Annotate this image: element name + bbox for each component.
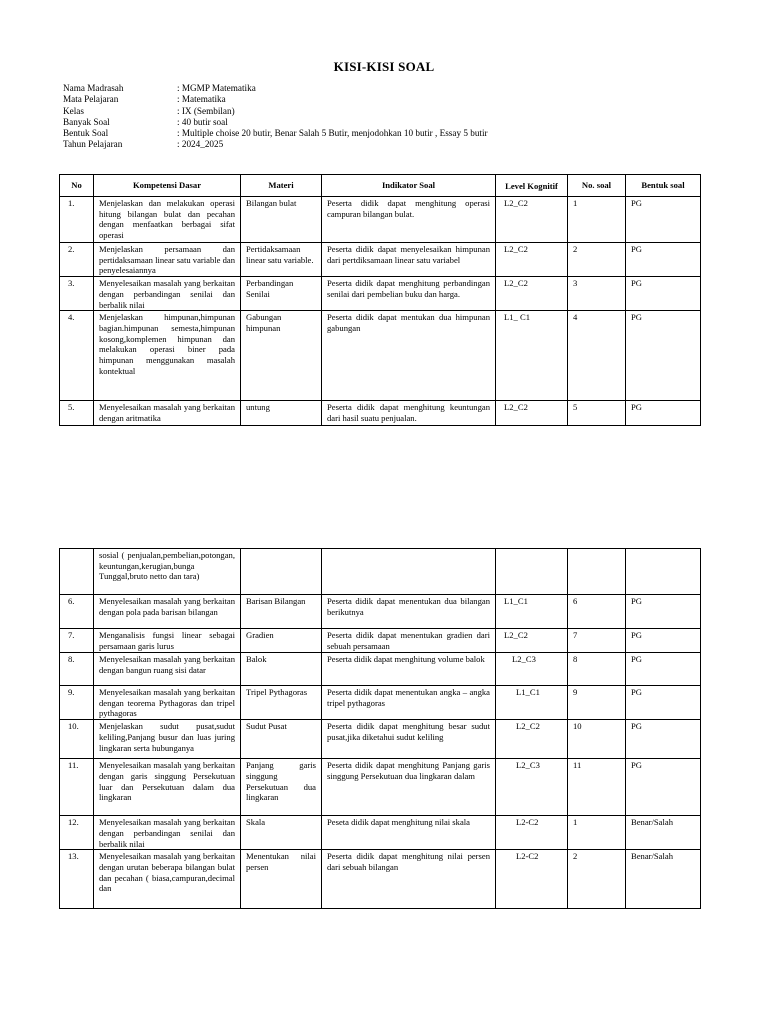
table-row — [60, 401, 701, 426]
cell-no: 3. — [60, 277, 94, 311]
cell-level: L2_C3 — [496, 759, 568, 816]
cell-indikator: Peserta didik dapat menentukan gradien dari sebuah persamaan — [322, 629, 496, 653]
meta-label: Banyak Soal — [63, 116, 110, 127]
meta-label: Kelas — [63, 105, 84, 116]
table-row — [60, 197, 701, 243]
cell-no-soal: 2 — [568, 243, 626, 277]
cell-kompetensi-dasar: Menyelesaikan masalah yang berkaitan dengan pola pada barisan bilangan — [94, 595, 241, 629]
meta-value: : MGMP Matematika — [177, 83, 256, 93]
cell-kompetensi-dasar: Menyelesaikan masalah yang berkaitan dengan aritmatika — [94, 401, 241, 426]
cell-bentuk: PG — [626, 653, 701, 686]
cell-materi: Sudut Pusat — [241, 720, 322, 759]
cell-materi: Bilangan bulat — [241, 197, 322, 243]
cell-kompetensi-dasar: Menyelesaikan masalah yang berkaitan dengan perbandingan senilai dan berbalik nilai — [94, 816, 241, 850]
meta-label: Bentuk Soal — [63, 128, 109, 139]
meta-row — [63, 117, 488, 128]
cell-no-soal: 1 — [568, 197, 626, 243]
table-row — [60, 816, 701, 850]
cell-no: 8. — [60, 653, 94, 686]
cell-level: L2-C2 — [496, 816, 568, 850]
cell-no: 5. — [60, 401, 94, 426]
meta-value: : IX (Sembilan) — [177, 105, 235, 116]
meta-label: Mata Pelajaran — [63, 94, 119, 105]
table-row — [60, 653, 701, 686]
cell-no: 9. — [60, 686, 94, 720]
meta-value: : 2024_2025 — [177, 139, 224, 150]
cell-level: L2-C2 — [496, 850, 568, 909]
cell-no: 10. — [60, 720, 94, 759]
cell-indikator: Peserta didik dapat menghitung keuntungan dari hasil suatu penjualan. — [322, 401, 496, 426]
meta-row — [63, 94, 488, 105]
meta-label: Tahun Pelajaran — [63, 139, 123, 150]
cell-no-soal: 9 — [568, 686, 626, 720]
cell-materi: Barisan Bilangan — [241, 595, 322, 629]
cell-no: 1. — [60, 197, 94, 243]
meta-value: : Multiple choise 20 butir, Benar Salah 5 Butir, menjodohkan 10 butir , Essay 5 butir — [177, 128, 488, 139]
cell-materi: Panjang garis singgung Persekutuan dua lingkaran — [241, 759, 322, 816]
cell-no-soal: 2 — [568, 850, 626, 909]
cell-no-soal: 10 — [568, 720, 626, 759]
cell-level: L2_C2 — [496, 277, 568, 311]
table-row — [60, 720, 701, 759]
cell-no: 11. — [60, 759, 94, 816]
cell-bentuk: PG — [626, 197, 701, 243]
cell-no-soal: 5 — [568, 401, 626, 426]
cell-kompetensi-dasar: Menjelaskan sudut pusat,sudut keliling,Panjang busur dan luas juring lingkaran serta hubunganya — [94, 720, 241, 759]
table-row — [60, 277, 701, 311]
table-row — [60, 311, 701, 401]
cell-indikator: Peserta didik dapat menghitung nilai persen dari sebuah bilangan — [322, 850, 496, 909]
cell-no-soal: 11 — [568, 759, 626, 816]
cell-indikator: Peserta didik dapat menyelesaikan himpunan dari pertdiksamaan linear satu variabel — [322, 243, 496, 277]
cell-bentuk: PG — [626, 595, 701, 629]
cell-level: L2_C3 — [496, 653, 568, 686]
cell-indikator: Peseta didik dapat menghitung nilai skala — [322, 816, 496, 850]
cell-level: L1_C1 — [496, 595, 568, 629]
cell-indikator: Peserta didik dapat mentukan dua himpunan gabungan — [322, 311, 496, 401]
cell-kompetensi-dasar: Menyelesaikan masalah yang berkaitan dengan bangun ruang sisi datar — [94, 653, 241, 686]
cell-kompetensi-dasar: Menyelesaikan masalah yang berkaitan dengan garis singgung Persekutuan luar dan Persekutuan dalam dua lingkaran — [94, 759, 241, 816]
meta-value: : Matematika — [177, 94, 226, 105]
cell-bentuk: PG — [626, 311, 701, 401]
meta-row — [63, 139, 488, 150]
header-indikator-soal: Indikator Soal — [322, 175, 496, 197]
cell-no-soal: 1 — [568, 816, 626, 850]
kisi-kisi-table-page-1 — [59, 174, 701, 426]
cell-materi: Tripel Pythagoras — [241, 686, 322, 720]
header-no-soal: No. soal — [568, 175, 626, 197]
cell-indikator: Peserta didik dapat menghitung Panjang garis singgung Persekutuan dua lingkaran dalam — [322, 759, 496, 816]
meta-row — [63, 106, 488, 117]
cell-no: 4. — [60, 311, 94, 401]
cell-bentuk: PG — [626, 629, 701, 653]
cell-indikator: Peserta didik dapat menghitung perbandingan senilai dari pembelian buku dan harga. — [322, 277, 496, 311]
cell-indikator: Peserta didik dapat menghitung volume balok — [322, 653, 496, 686]
row-5-continued-kd: sosial ( penjualan,pembelian,potongan, keuntungan,kerugian,bunga Tunggal,bruto netto dan tara) — [94, 549, 241, 595]
table-row — [60, 686, 701, 720]
cell-bentuk: PG — [626, 759, 701, 816]
cell-no: 13. — [60, 850, 94, 909]
cell-level: L2_C2 — [496, 401, 568, 426]
cell-no: 12. — [60, 816, 94, 850]
cell-no-soal: 8 — [568, 653, 626, 686]
cell-bentuk: PG — [626, 243, 701, 277]
meta-row — [63, 83, 488, 94]
cell-no: 6. — [60, 595, 94, 629]
table-header-row — [60, 175, 701, 197]
cell-level: L2_C2 — [496, 629, 568, 653]
cell-no-soal: 4 — [568, 311, 626, 401]
cell-materi: Menentukan nilai persen — [241, 850, 322, 909]
cell-no-soal: 7 — [568, 629, 626, 653]
cell-materi: Skala — [241, 816, 322, 850]
cell-bentuk: PG — [626, 720, 701, 759]
cell-materi: Pertidaksamaan linear satu variable. — [241, 243, 322, 277]
header-kompetensi-dasar: Kompetensi Dasar — [94, 175, 241, 197]
document-meta — [63, 83, 488, 151]
header-level-kognitif: Level Kognitif — [496, 175, 568, 197]
cell-materi: Balok — [241, 653, 322, 686]
cell-level: L1_ C1 — [496, 311, 568, 401]
cell-no-soal: 6 — [568, 595, 626, 629]
cell-kompetensi-dasar: Menyelesaikan masalah yang berkaitan dengan teorema Pythagoras dan tripel pythagoras — [94, 686, 241, 720]
table-row — [60, 850, 701, 909]
table-row — [60, 759, 701, 816]
cell-materi: Gabungan himpunan — [241, 311, 322, 401]
meta-row — [63, 128, 488, 139]
cell-indikator: Peserta didik dapat menentukan dua bilangan berikutnya — [322, 595, 496, 629]
cell-indikator: Peserta didik dapat menghitung besar sudut pusat,jika diketahui sudut keliling — [322, 720, 496, 759]
cell-indikator: Peserta didik dapat menentukan angka – angka tripel pythagoras — [322, 686, 496, 720]
cell-kompetensi-dasar: Menjelaskan dan melakukan operasi hitung bilangan bulat dan pecahan dengan menfaatkan berbagai sifat operasi — [94, 197, 241, 243]
header-materi: Materi — [241, 175, 322, 197]
table-row — [60, 243, 701, 277]
cell-materi: untung — [241, 401, 322, 426]
cell-level: L2_C2 — [496, 243, 568, 277]
cell-no: 2. — [60, 243, 94, 277]
cell-bentuk: PG — [626, 401, 701, 426]
cell-bentuk: PG — [626, 277, 701, 311]
cell-kompetensi-dasar: Menyelesaikan masalah yang berkaitan dengan perbandingan senilai dan berbalik nilai — [94, 277, 241, 311]
cell-kompetensi-dasar: Menjelaskan persamaan dan pertidaksamaan linear satu variable dan penyelesaiannya — [94, 243, 241, 277]
cell-kompetensi-dasar: Menjelaskan himpunan,himpunan bagian.himpunan semesta,himpunan kosong,komplemen himpunan dan melakukan operasi biner pada himpunan menggunakan masalah kontektual — [94, 311, 241, 401]
table-row — [60, 629, 701, 653]
cell-bentuk: Benar/Salah — [626, 816, 701, 850]
cell-level: L2_C2 — [496, 197, 568, 243]
cell-bentuk: PG — [626, 686, 701, 720]
header-no: No — [60, 175, 94, 197]
kisi-kisi-table-page-2 — [59, 548, 701, 909]
table-row — [60, 595, 701, 629]
cell-level: L1_C1 — [496, 686, 568, 720]
meta-value: : 40 butir soal — [177, 116, 228, 127]
cell-no-soal: 3 — [568, 277, 626, 311]
meta-label: Nama Madrasah — [63, 83, 124, 93]
cell-no: 7. — [60, 629, 94, 653]
cell-kompetensi-dasar: Menyelesaikan masalah yang berkaitan dengan urutan beberapa bilangan bulat dan pecahan ( biasa,campuran,decimal dan — [94, 850, 241, 909]
cell-bentuk: Benar/Salah — [626, 850, 701, 909]
header-bentuk-soal: Bentuk soal — [626, 175, 701, 197]
cell-materi: Perbandingan Senilai — [241, 277, 322, 311]
cell-level: L2_C2 — [496, 720, 568, 759]
table-row-continued — [60, 549, 701, 595]
document-title: KISI-KISI SOAL — [333, 59, 435, 74]
cell-materi: Gradien — [241, 629, 322, 653]
cell-indikator: Peserta didik dapat menghitung operasi campuran bilangan bulat. — [322, 197, 496, 243]
cell-kompetensi-dasar: Menganalisis fungsi linear sebagai persamaan garis lurus — [94, 629, 241, 653]
